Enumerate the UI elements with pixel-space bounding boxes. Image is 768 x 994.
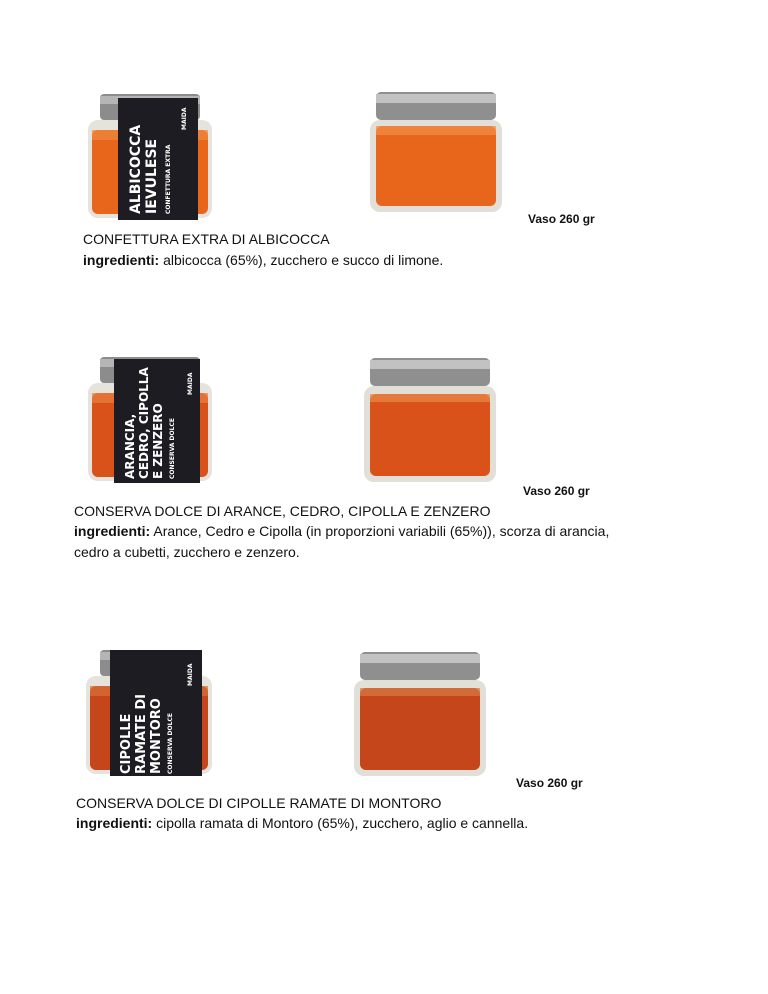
jar-size: Vaso 260 gr (528, 212, 595, 226)
jar-label-line-2: RAMATE DI (134, 694, 149, 774)
ingredients (83, 250, 643, 271)
jar-label-line-3: E ZENZERO (151, 403, 165, 479)
jar-label-sub: CONFETTURA EXTRA (165, 144, 172, 214)
labeled-jar-image (80, 355, 220, 485)
plain-jar-image (362, 356, 498, 486)
jar-label-line-2: CEDRO, CIPOLLA (137, 367, 151, 479)
ingredients-text: albicocca (65%), zucchero e succo di limone. (159, 252, 444, 268)
product-title: CONFETTURA EXTRA DI ALBICOCCA (83, 231, 330, 247)
ingredients-label: ingredienti: (74, 523, 151, 539)
product-title: CONSERVA DOLCE DI CIPOLLE RAMATE DI MONTORO (76, 795, 442, 811)
jar-label-line-2: IEVULESE (144, 138, 160, 214)
jar-brand: MAIDA (187, 663, 194, 686)
ingredients-label: ingredienti: (83, 252, 160, 268)
jar-brand: MAIDA (181, 107, 188, 130)
labeled-jar-image (80, 648, 220, 778)
ingredients-text: Arance, Cedro e Cipolla (in proporzioni variabili (65%)), scorza di arancia, cedro a cubetti, zucchero e zenzero. (74, 523, 610, 560)
jar-label-sub: CONSERVA DOLCE (169, 418, 176, 479)
jar-brand: MAIDA (187, 372, 194, 395)
ingredients-text: cipolla ramata di Montoro (65%), zucchero, aglio e cannella. (152, 815, 529, 831)
product-title: CONSERVA DOLCE DI ARANCE, CEDRO, CIPOLLA E ZENZERO (74, 503, 491, 519)
jar-label-sub: CONSERVA DOLCE (167, 713, 174, 774)
jar-size: Vaso 260 gr (516, 776, 583, 790)
plain-jar-image (368, 90, 504, 216)
ingredients (74, 521, 634, 563)
plain-jar-image (352, 650, 488, 780)
ingredients-label: ingredienti: (76, 815, 153, 831)
jar-label-line-1: CIPOLLE (119, 713, 134, 774)
ingredients (76, 813, 636, 834)
jar-label-line-3: MONTORO (149, 698, 164, 774)
jar-label-line-1: ALBICOCCA (128, 124, 144, 214)
jar-size: Vaso 260 gr (523, 484, 590, 498)
jar-label-line-1: ARANCIA, (123, 413, 137, 479)
labeled-jar-image (80, 92, 220, 222)
